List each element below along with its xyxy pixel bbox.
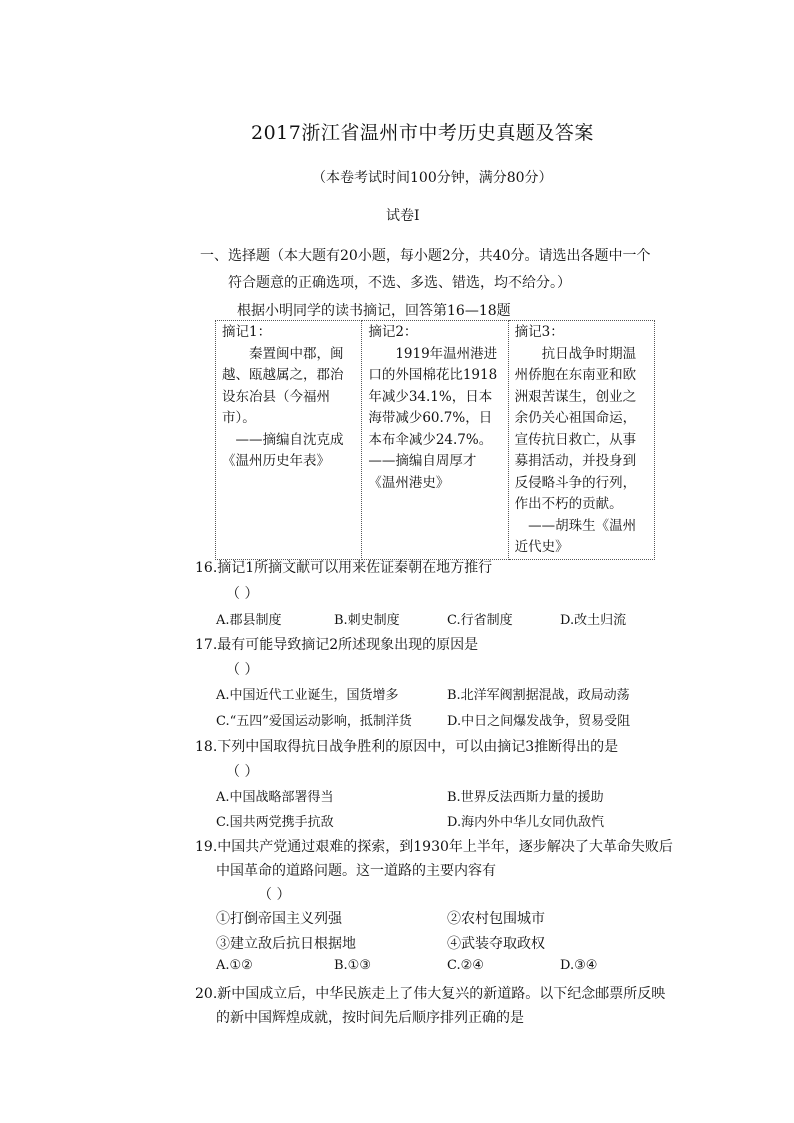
exam-subtitle: （本卷考试时间100分钟，满分80分） xyxy=(312,170,553,186)
q16-stem: 16.摘记1所摘文献可以用来佐证秦朝在地方推行 xyxy=(195,560,493,576)
q19-answer-blank: （ ） xyxy=(258,887,291,903)
note-1-body: 秦置闽中郡，闽越、瓯越属之，郡治设东冶县（今福州市）。 xyxy=(222,345,344,426)
q16-option-c: C.行省制度 xyxy=(447,613,513,628)
q16-option-d: D.改土归流 xyxy=(560,613,627,628)
q17-option-c: C.“五四”爱国运动影响，抵制洋货 xyxy=(216,714,412,729)
note-3-body: 抗日战争时期温州侨胞在东南亚和欧洲艰苦谋生，创业之余仍关心祖国命运，宣传抗日救亡，从事募捐活动，并投身到反侵略斗争的行列，作出不朽的贡献。 xyxy=(514,345,637,512)
q19-option-d: D.③④ xyxy=(560,958,598,973)
q17-answer-blank: （ ） xyxy=(226,662,259,678)
q19-option-a: A.①② xyxy=(216,958,253,973)
note-1-source: ——摘编自沈克成《温州历史年表》 xyxy=(222,431,344,469)
q20-stem-line2: 的新中国辉煌成就，按时间先后顺序排列正确的是 xyxy=(216,1010,524,1026)
note-1-label: 摘记1： xyxy=(222,324,272,340)
reading-notes-intro: 根据小明同学的读书摘记，回答第16—18题 xyxy=(237,303,511,319)
page-title: 2017浙江省温州市中考历史真题及答案 xyxy=(251,122,594,144)
q18-stem: 18.下列中国取得抗日战争胜利的原因中，可以由摘记3推断得出的是 xyxy=(195,739,619,755)
q18-option-d: D.海内外中华儿女同仇敌忾 xyxy=(447,815,605,830)
reading-notes-table xyxy=(215,320,655,560)
note-2-body: 1919年温州港进口的外国棉花比1918年减少34.1%，日本海带减少60.7%，日本布伞减少24.7%。 xyxy=(368,345,498,448)
note-3-label: 摘记3： xyxy=(514,324,564,340)
q18-option-b: B.世界反法西斯力量的援助 xyxy=(447,790,604,805)
q19-item-4: ④武装夺取政权 xyxy=(447,936,545,952)
q17-option-d: D.中日之间爆发战争，贸易受阻 xyxy=(447,714,631,729)
q19-stem-line2: 中国革命的道路问题。这一道路的主要内容有 xyxy=(216,863,496,879)
q19-item-1: ①打倒帝国主义列强 xyxy=(216,911,342,927)
q19-item-3: ③建立敌后抗日根据地 xyxy=(216,936,356,952)
q19-stem-line1: 19.中国共产党通过艰难的探索，到1930年上半年，逐步解决了大革命失败后 xyxy=(195,839,673,855)
note-3-source: ——胡珠生《温州近代史》 xyxy=(514,517,637,555)
q19-option-b: B.①③ xyxy=(334,958,371,973)
section-instructions-line1: 一、选择题（本大题有20小题，每小题2分，共40分。请选出各题中一个 xyxy=(200,248,651,264)
q16-answer-blank: （ ） xyxy=(226,586,259,602)
note-2-source: ——摘编自周厚才《温州港史》 xyxy=(368,453,477,491)
q16-option-b: B.刺史制度 xyxy=(334,613,400,628)
q17-stem: 17.最有可能导致摘记2所述现象出现的原因是 xyxy=(195,637,479,653)
volume-heading: 试卷I xyxy=(386,208,420,224)
q17-option-b: B.北洋军阀割据混战，政局动荡 xyxy=(447,688,630,703)
q17-option-a: A.中国近代工业诞生，国货增多 xyxy=(216,688,399,703)
q19-item-2: ②农村包围城市 xyxy=(447,911,545,927)
q19-option-c: C.②④ xyxy=(447,958,484,973)
note-1-cell xyxy=(216,321,362,560)
q18-answer-blank: （ ） xyxy=(226,764,259,780)
q18-option-c: C.国共两党携手抗敌 xyxy=(216,815,334,830)
q16-option-a: A.郡县制度 xyxy=(216,613,282,628)
section-instructions-line2: 符合题意的正确选项，不选、多选、错选，均不给分。） xyxy=(228,275,571,291)
note-2-cell xyxy=(362,321,508,560)
q18-option-a: A.中国战略部署得当 xyxy=(216,790,334,805)
note-3-cell xyxy=(508,321,654,560)
q20-stem-line1: 20.新中国成立后，中华民族走上了伟大复兴的新道路。以下纪念邮票所反映 xyxy=(195,986,666,1002)
note-2-label: 摘记2： xyxy=(368,324,418,340)
